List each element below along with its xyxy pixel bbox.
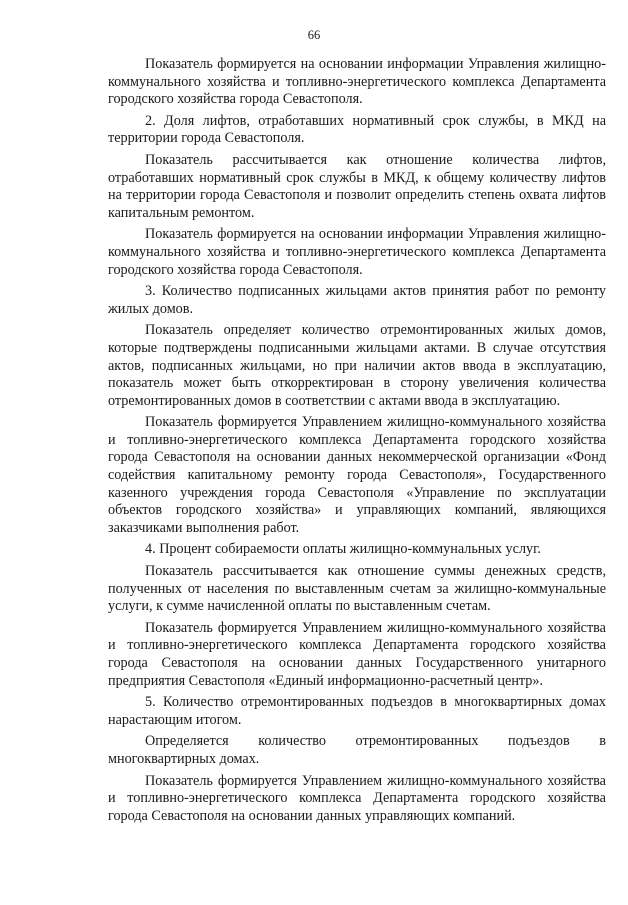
paragraph-5: 3. Количество подписанных жильцами актов принятия работ по ремонту жилых домов. — [108, 283, 606, 317]
paragraph-12: Определяется количество отремонтированных подъездов в многоквартирных домах. — [108, 733, 606, 767]
paragraph-2: 2. Доля лифтов, отработавших нормативный срок службы, в МКД на территории города Севастополя. — [108, 112, 606, 147]
paragraph-11: 5. Количество отремонтированных подъездов в многоквартирных домах нарастающим итогом. — [108, 694, 606, 728]
paragraph-10: Показатель формируется Управлением жилищно-коммунального хозяйства и топливно-энергетического комплекса Департамента городского хозяйства города Севастополя на основании данных Государственного унитарного предприятия Севастополя «Единый информационно-расчетный центр». — [108, 619, 606, 689]
paragraph-1: Показатель формируется на основании информации Управления жилищно-коммунального хозяйства и топливно-энергетического комплекса Департамента городского хозяйства города Севастополя. — [108, 56, 606, 108]
paragraph-9: Показатель рассчитывается как отношение суммы денежных средств, полученных от населения по выставленным счетам за жилищно-коммунальные услуги, к сумме начисленной оплаты по выставленным счетам. — [108, 563, 606, 615]
paragraph-13: Показатель формируется Управлением жилищно-коммунального хозяйства и топливно-энергетического комплекса Департамента городского хозяйства города Севастополя на основании данных управляющих компаний. — [108, 772, 606, 824]
paragraph-8: 4. Процент собираемости оплаты жилищно-коммунальных услуг. — [145, 541, 541, 558]
paragraph-4: Показатель формируется на основании информации Управления жилищно-коммунального хозяйства и топливно-энергетического комплекса Департамента городского хозяйства города Севастополя. — [108, 226, 606, 278]
paragraph-3: Показатель рассчитывается как отношение количества лифтов, отработавших нормативный срок службы в МКД, к общему количеству лифтов на территории города Севастополя и позволит определить степень охвата лифтов капитальным ремонтом. — [108, 151, 606, 221]
paragraph-7: Показатель формируется Управлением жилищно-коммунального хозяйства и топливно-энергетического комплекса Департамента городского хозяйства города Севастополя на основании данных некоммерческой организации «Фонд содействия капитальному ремонту города Севастополя», Государственного казенного учреждения города Севастополя «Управление по эксплуатации объектов городского хозяйства» и управляющих компаний, являющихся заказчиками выполнения работ. — [108, 414, 606, 536]
page-number: 66 — [307, 28, 321, 42]
document-body — [108, 56, 606, 829]
paragraph-6: Показатель определяет количество отремонтированных жилых домов, которые подтверждены подписанными жильцами актами. В случае отсутствия актов, подписанных жильцами, но при наличии актов ввода в эксплуатацию, показатель может быть откорректирован в сторону увеличения количества отремонтированных домов в соответствии с актами ввода в эксплуатацию. — [108, 322, 606, 409]
